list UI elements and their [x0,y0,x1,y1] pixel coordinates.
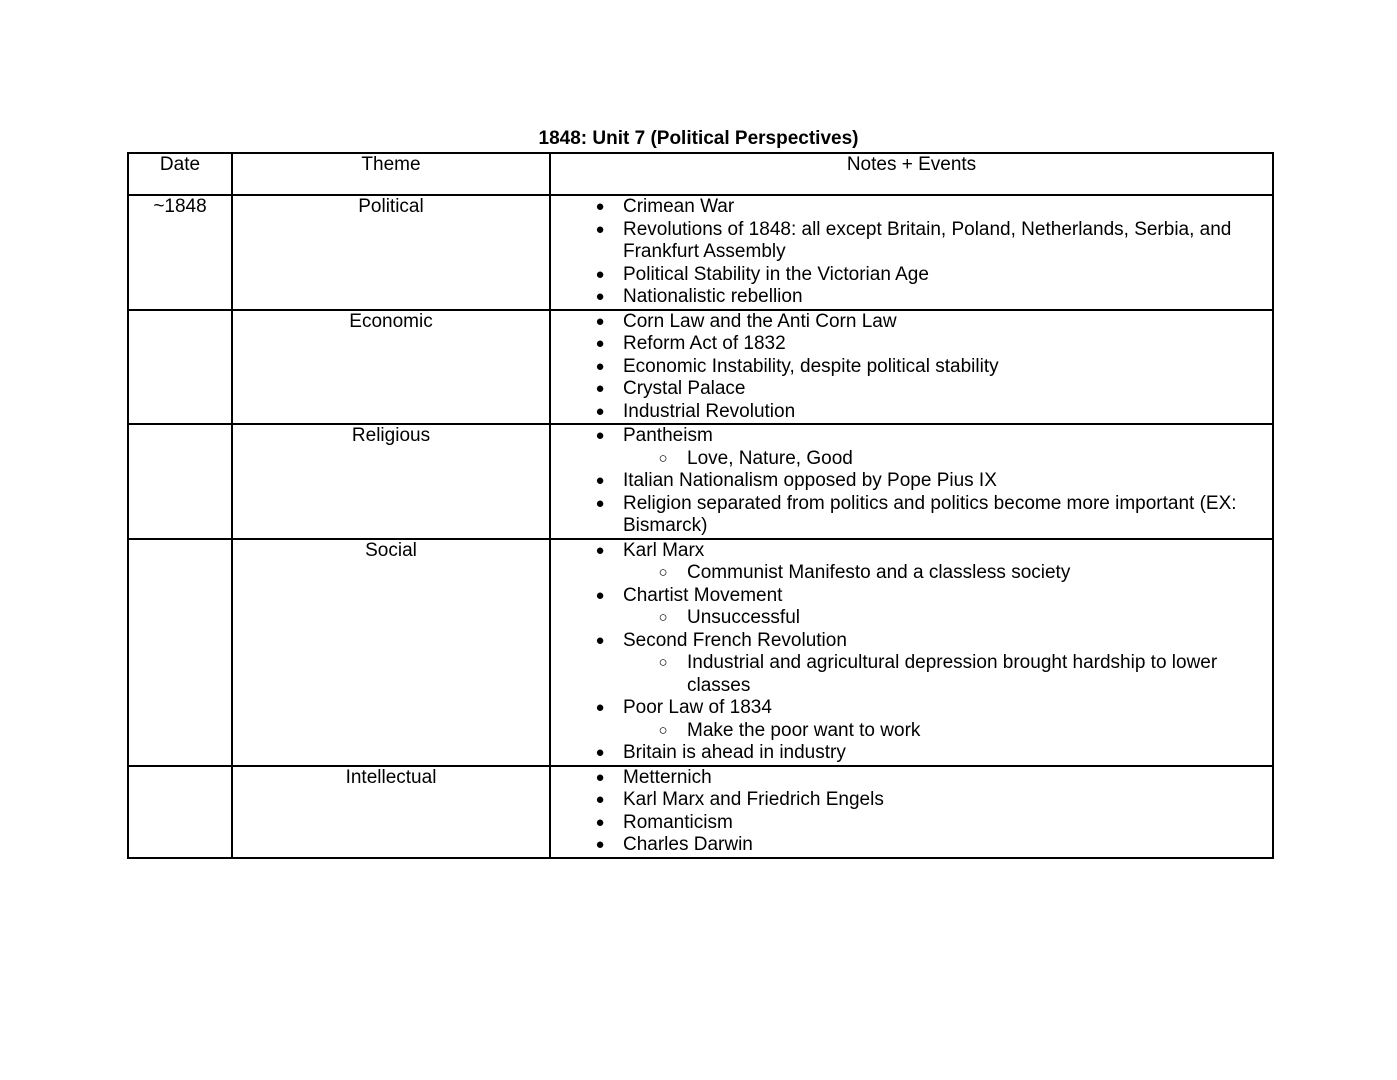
list-item [551,585,1272,630]
sub-list-item-text: Love, Nature, Good [687,447,853,469]
sub-bullet-list [623,448,1272,471]
sub-list-item-text: Make the poor want to work [687,719,921,741]
sub-list-item-text: Unsuccessful [687,607,800,628]
sub-list-item [623,448,1272,471]
bullet-icon: ● [595,836,605,853]
bullet-icon: ● [595,335,605,352]
date-cell [128,424,232,539]
list-item-text: Reform Act of 1832 [623,333,786,354]
bullet-icon: ● [595,768,605,786]
table-row [128,539,1273,766]
list-item [551,196,1272,219]
list-item-text: Crystal Palace [623,378,746,399]
sub-list-item [623,720,1272,743]
list-item-text: Industrial Revolution [623,400,796,422]
notes-cell [550,195,1273,310]
list-item [551,493,1272,538]
bullet-icon: ● [595,744,605,761]
list-item-text: Crimean War [623,196,735,217]
hollow-bullet-icon: ○ [658,654,668,671]
list-item-text: Charles Darwin [623,834,753,855]
bullet-icon: ● [595,220,605,238]
bullet-list [551,311,1272,424]
bullet-list [551,767,1272,857]
hollow-bullet-icon: ○ [658,449,668,467]
list-item [551,219,1272,264]
list-item-text: Italian Nationalism opposed by Pope Pius IX [623,470,997,491]
list-item [551,812,1272,835]
list-item-text: Pantheism [623,425,713,446]
list-item-text: Revolutions of 1848: all except Britain, Poland, Netherlands, Serbia, and Frankfurt Assembly [623,218,1232,262]
bullet-list [551,196,1272,309]
bullet-icon: ● [595,198,605,215]
table-row [128,195,1273,310]
list-item-text: Karl Marx and Friedrich Engels [623,789,884,810]
sub-bullet-list [623,562,1272,585]
list-item [551,333,1272,356]
date-cell [128,539,232,766]
sub-list-item [623,562,1272,585]
bullet-icon: ● [595,380,605,397]
table-row [128,424,1273,539]
list-item-text: Nationalistic rebellion [623,286,803,307]
theme-cell: Social [232,539,550,766]
notes-cell [550,766,1273,858]
sub-list-item-text: Industrial and agricultural depression brought hardship to lower classes [687,652,1218,696]
theme-cell: Religious [232,424,550,539]
sub-bullet-list [623,720,1272,743]
bullet-icon: ● [595,288,605,305]
bullet-icon: ● [595,813,605,831]
list-item-text: Poor Law of 1834 [623,697,772,718]
list-item-text: Economic Instability, despite political stability [623,355,999,377]
bullet-icon: ● [595,541,605,559]
list-item-text: Britain is ahead in industry [623,742,846,763]
table-row [128,766,1273,858]
theme-cell: Economic [232,310,550,425]
list-item [551,425,1272,470]
list-item [551,540,1272,585]
list-item [551,742,1272,765]
bullet-icon: ● [595,631,605,649]
sub-list-item-text: Communist Manifesto and a classless society [687,562,1071,583]
list-item [551,264,1272,287]
hollow-bullet-icon: ○ [658,609,668,626]
bullet-icon: ● [595,357,605,375]
header-notes: Notes + Events [550,153,1273,195]
list-item [551,378,1272,401]
sub-bullet-list [623,607,1272,630]
list-item [551,311,1272,334]
notes-cell [550,539,1273,766]
list-item-text: Second French Revolution [623,629,847,651]
hollow-bullet-icon: ○ [658,564,668,581]
bullet-icon: ● [595,791,605,808]
list-item-text: Political Stability in the Victorian Age [623,263,929,285]
list-item-text: Religion separated from politics and politics become more important (EX: Bismarck) [623,492,1237,536]
list-item-text: Chartist Movement [623,584,783,606]
bullet-icon: ● [595,265,605,283]
sub-list-item [623,652,1272,697]
list-item-text: Karl Marx [623,539,705,561]
bullet-list [551,425,1272,538]
hollow-bullet-icon: ○ [658,721,668,739]
header-date: Date [128,153,232,195]
list-item [551,401,1272,424]
table-body [128,195,1273,858]
list-item [551,356,1272,379]
list-item [551,630,1272,698]
list-item [551,767,1272,790]
theme-cell: Intellectual [232,766,550,858]
header-row [128,153,1273,195]
bullet-icon: ● [595,312,605,330]
list-item-text: Romanticism [623,811,733,833]
bullet-icon: ● [595,699,605,716]
notes-cell [550,310,1273,425]
date-cell: ~1848 [128,195,232,310]
header-theme: Theme [232,153,550,195]
sub-bullet-list [623,652,1272,697]
date-cell [128,766,232,858]
list-item-text: Metternich [623,766,712,788]
bullet-icon: ● [595,402,605,420]
list-item-text: Corn Law and the Anti Corn Law [623,310,897,332]
notes-table [127,152,1274,859]
theme-cell: Political [232,195,550,310]
bullet-icon: ● [595,472,605,489]
list-item [551,834,1272,857]
list-item [551,470,1272,493]
date-cell [128,310,232,425]
list-item [551,286,1272,309]
bullet-list [551,540,1272,765]
bullet-icon: ● [595,586,605,604]
bullet-icon: ● [595,494,605,512]
sub-list-item [623,607,1272,630]
page-title: 1848: Unit 7 (Political Perspectives) [538,128,859,149]
list-item [551,697,1272,742]
notes-cell [550,424,1273,539]
bullet-icon: ● [595,427,605,444]
table-row [128,310,1273,425]
list-item [551,789,1272,812]
